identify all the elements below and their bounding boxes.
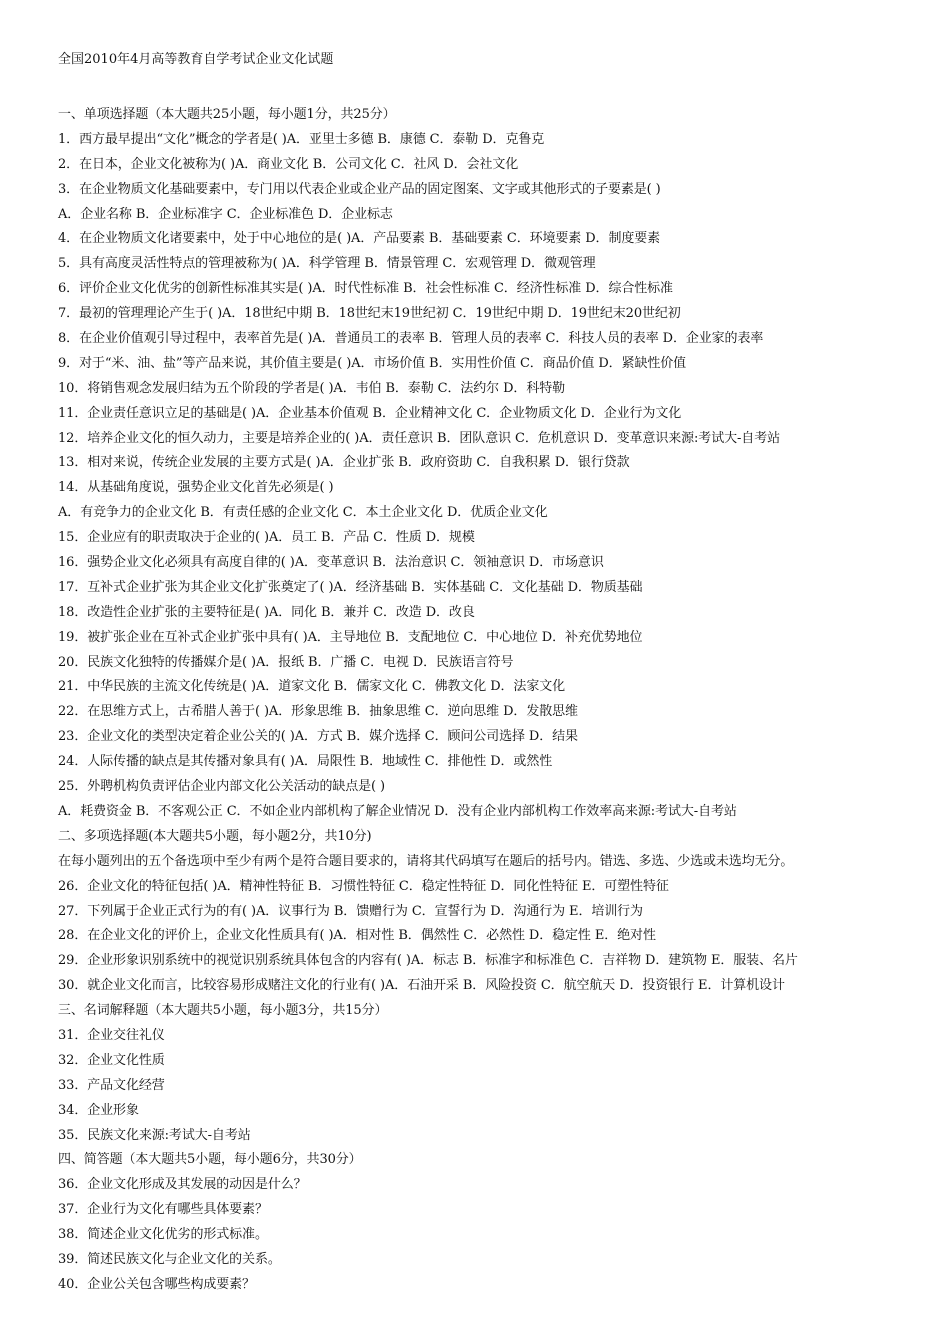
text-line: 24．人际传播的缺点是其传播对象具有( )A．局限性 B．地域性 C．排他性 D．或然性 [58, 754, 553, 770]
text-line: 19．被扩张企业在互补式企业扩张中具有( )A．主导地位 B．支配地位 C．中心地位 D．补充优势地位 [58, 629, 643, 645]
text-line: 18．改造性企业扩张的主要特征是( )A．同化 B．兼并 C．改造 D．改良 [58, 604, 475, 620]
text-line: 17．互补式企业扩张为其企业文化扩张奠定了( )A．经济基础 B．实体基础 C．文化基础 D．物质基础 [58, 579, 643, 595]
text-line: 35．民族文化来源:考试大-自考站 [58, 1127, 251, 1143]
text-line: 23．企业文化的类型决定着企业公关的( )A．方式 B．媒介选择 C．顾问公司选择 D．结果 [58, 729, 578, 745]
text-line: 31．企业交往礼仪 [58, 1027, 165, 1043]
text-line: 14．从基础角度说，强势企业文化首先必须是( ) [58, 480, 334, 496]
text-line: 20．民族文化独特的传播媒介是( )A．报纸 B．广播 C．电视 D．民族语言符号 [58, 654, 514, 670]
text-line: 11．企业责任意识立足的基础是( )A．企业基本价值观 B．企业精神文化 C．企业物质文化 D．企业行为文化 [58, 405, 682, 421]
text-line: 2．在日本，企业文化被称为( )A．商业文化 B．公司文化 C．社风 D．会社文化 [58, 156, 519, 172]
text-line: 四、简答题（本大题共5小题，每小题6分，共30分） [58, 1152, 362, 1168]
spacer [58, 74, 938, 105]
text-line: 21．中华民族的主流文化传统是( )A．道家文化 B．儒家文化 C．佛教文化 D．法家文化 [58, 679, 566, 695]
text-line: 29．企业形象识别系统中的视觉识别系统具体包含的内容有( )A．标志 B．标准字和标准色 C．吉祥物 D．建筑物 E．服装、名片 [58, 953, 798, 969]
text-line: 13．相对来说，传统企业发展的主要方式是( )A．企业扩张 B．政府资助 C．自我积累 D．银行贷款 [58, 455, 630, 471]
text-line: 34．企业形象 [58, 1102, 139, 1118]
text-line: 二、多项选择题(本大题共5小题，每小题2分，共10分) [58, 828, 372, 844]
question-list [58, 105, 938, 1300]
text-line: 37．企业行为文化有哪些具体要素？ [58, 1202, 268, 1218]
text-line: A．企业名称 B．企业标准字 C．企业标准色 D．企业标志 [58, 206, 393, 222]
text-line: 16．强势企业文化必须具有高度自律的( )A．变革意识 B．法治意识 C．领袖意识 D．市场意识 [58, 555, 604, 571]
text-line: 32．企业文化性质 [58, 1052, 165, 1068]
text-line: 一、单项选择题（本大题共25小题，每小题1分，共25分） [58, 107, 396, 122]
text-line: 在每小题列出的五个备选项中至少有两个是符合题目要求的，请将其代码填写在题后的括号内。错选、多选、少选或未选均无分。 [58, 853, 794, 869]
text-line: 39．简述民族文化与企业文化的关系。 [58, 1251, 281, 1267]
text-line: 4．在企业物质文化诸要素中，处于中心地位的是( )A．产品要素 B．基础要素 C．环境要素 D．制度要素 [58, 231, 661, 247]
text-line: 3．在企业物质文化基础要素中，专门用以代表企业或企业产品的固定图案、文字或其他形式的子要素是( ) [58, 181, 661, 197]
text-line: A．有竞争力的企业文化 B．有责任感的企业文化 C．本土企业文化 D．优质企业文化 [58, 505, 548, 521]
text-line: 6．评价企业文化优劣的创新性标准其实是( )A．时代性标准 B．社会性标准 C．经济性标准 D．综合性标准 [58, 281, 673, 297]
text-line: 30．就企业文化而言，比较容易形成赌注文化的行业有( )A．石油开采 B．风险投资 C．航空航天 D．投资银行 E．计算机设计 [58, 978, 785, 994]
text-line: 22．在思维方式上，古希腊人善于( )A．形象思维 B．抽象思维 C．逆向思维 D．发散思维 [58, 704, 578, 720]
text-line: 33．产品文化经营 [58, 1077, 165, 1093]
text-line: 1．西方最早提出“文化”概念的学者是( )A．亚里士多德 B．康德 C．泰勒 D．克鲁克 [58, 131, 545, 147]
text-line: 三、名词解释题（本大题共5小题，每小题3分，共15分） [58, 1003, 388, 1019]
text-line: 7．最初的管理理论产生于( )A．18世纪中期 B．18世纪末19世纪初 C．19世纪中期 D．19世纪末20世纪初 [58, 306, 681, 322]
text-line: 10．将销售观念发展归结为五个阶段的学者是( )A．韦伯 B．泰勒 C．法约尔 D．科特勒 [58, 380, 566, 396]
text-line: 25．外聘机构负责评估企业内部文化公关活动的缺点是( ) [58, 779, 386, 795]
text-line: A．耗费资金 B．不客观公正 C．不如企业内部机构了解企业情况 D．没有企业内部机构工作效率高来源:考试大-自考站 [58, 803, 737, 819]
text-line: 28．在企业文化的评价上，企业文化性质具有( )A．相对性 B．偶然性 C．必然性 D．稳定性 E．绝对性 [58, 928, 656, 944]
text-line: 36．企业文化形成及其发展的动因是什么？ [58, 1177, 307, 1193]
text-line: 15．企业应有的职责取决于企业的( )A．员工 B．产品 C．性质 D．规模 [58, 530, 475, 546]
text-line: 38．简述企业文化优劣的形式标准。 [58, 1227, 268, 1243]
text-line: 27．下列属于企业正式行为的有( )A．议事行为 B．馈赠行为 C．宣誓行为 D．沟通行为 E．培训行为 [58, 903, 643, 919]
exam-document [58, 50, 938, 1300]
text-line: 40．企业公关包含哪些构成要素？ [58, 1276, 255, 1292]
text-line: 8．在企业价值观引导过程中，表率首先是( )A．普通员工的表率 B．管理人员的表率 C．科技人员的表率 D．企业家的表率 [58, 331, 764, 347]
text-line: 12．培养企业文化的恒久动力，主要是培养企业的( )A．责任意识 B．团队意识 C．危机意识 D．变革意识来源:考试大-自考站 [58, 430, 780, 446]
text-line: 9．对于“米、油、盐”等产品来说，其价值主要是( )A．市场价值 B．实用性价值 C．商品价值 D．紧缺性价值 [58, 355, 687, 371]
text-line: 26．企业文化的特征包括( )A．精神性特征 B．习惯性特征 C．稳定性特征 D．同化性特征 E．可塑性特征 [58, 878, 669, 894]
page-title: 全国2010年4月高等教育自学考试企业文化试题 [58, 52, 334, 67]
text-line: 5．具有高度灵活性特点的管理被称为( )A．科学管理 B．情景管理 C．宏观管理 D．微观管理 [58, 256, 596, 272]
